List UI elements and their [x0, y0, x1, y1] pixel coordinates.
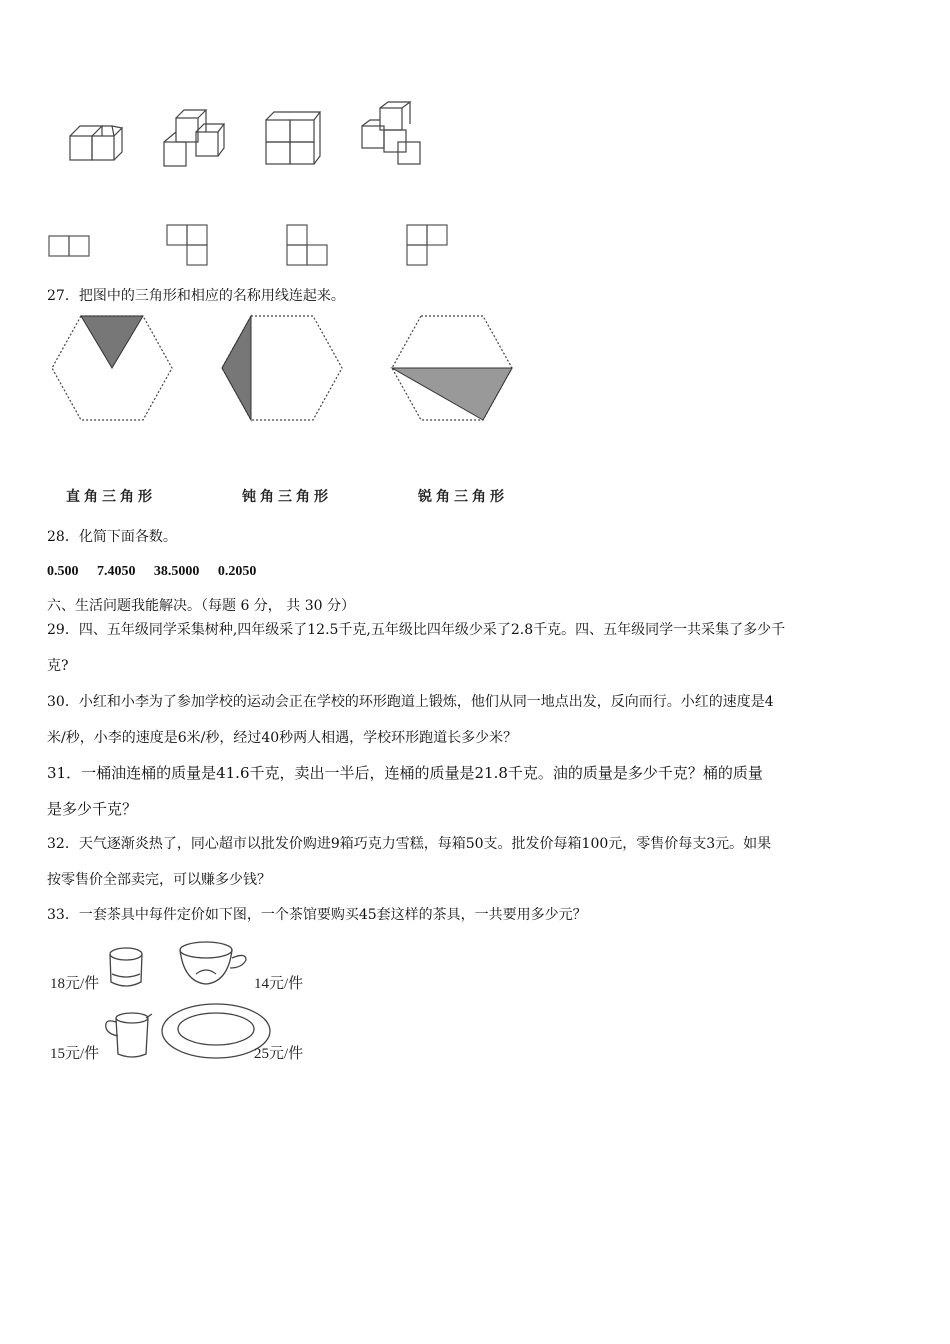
- bowl-icon: [176, 940, 250, 990]
- price-cup: 18元/件: [50, 976, 100, 992]
- question-32-line-1: 32．天气逐渐炎热了，同心超市以批发价购进9箱巧克力雪糕，每箱50支。批发价每箱100元，零售价每支3元。如果: [47, 836, 772, 852]
- section-6-heading: 六、生活问题我能解决。（每题 6 分， 共 30 分）: [47, 598, 355, 614]
- view-figure-3: [286, 224, 330, 268]
- cube-figure-4: [358, 100, 424, 166]
- question-28: 28．化简下面各数。: [47, 529, 177, 545]
- cube-figure-1: [68, 120, 128, 170]
- question-31-line-1: 31．一桶油连桶的质量是41.6千克，卖出一半后，连桶的质量是21.8千克。油的质量是多少千克？桶的质量: [47, 764, 763, 782]
- number-3: 38.5000: [153, 564, 200, 579]
- number-4: 0.2050: [217, 564, 257, 579]
- number-1: 0.500: [47, 564, 79, 579]
- label-right-triangle: 直角三角形: [66, 489, 156, 505]
- pitcher-icon: [100, 1010, 154, 1060]
- question-30-line-1: 30．小红和小李为了参加学校的运动会正在学校的环形跑道上锻炼，他们从同一地点出发，反向而行。小红的速度是4: [47, 694, 774, 710]
- question-28-numbers: [47, 553, 256, 590]
- view-figure-2: [166, 224, 210, 268]
- cube-figure-2: [162, 108, 224, 170]
- hexagon-figure-1: [50, 314, 174, 422]
- question-27: 27．把图中的三角形和相应的名称用线连起来。: [47, 288, 345, 304]
- price-bowl: 14元/件: [254, 976, 304, 992]
- hexagon-figure-3: [390, 314, 514, 422]
- question-29-line-2: 克?: [47, 658, 69, 674]
- cup-icon: [106, 946, 148, 990]
- question-29-line-1: 29．四、五年级同学采集树种,四年级采了12.5千克,五年级比四年级少采了2.8千克。四、五年级同学一共采集了多少千: [47, 622, 786, 638]
- label-acute-triangle: 锐角三角形: [418, 489, 508, 505]
- label-obtuse-triangle: 钝角三角形: [242, 489, 332, 505]
- question-31-line-2: 是多少千克？: [47, 800, 138, 818]
- question-30-line-2: 米/秒，小李的速度是6米/秒，经过40秒两人相遇，学校环形跑道长多少米？: [47, 730, 518, 746]
- view-figure-1: [48, 235, 92, 259]
- view-figure-4: [406, 224, 452, 268]
- hexagon-figure-2: [220, 314, 344, 422]
- number-2: 7.4050: [96, 564, 136, 579]
- price-plate: 25元/件: [254, 1046, 304, 1062]
- question-33: 33．一套茶具中每件定价如下图，一个茶馆要购买45套这样的茶具，一共要用多少元？: [47, 907, 587, 923]
- price-pitcher: 15元/件: [50, 1046, 100, 1062]
- question-32-line-2: 按零售价全部卖完，可以赚多少钱？: [47, 872, 271, 888]
- cube-figure-3: [264, 110, 322, 168]
